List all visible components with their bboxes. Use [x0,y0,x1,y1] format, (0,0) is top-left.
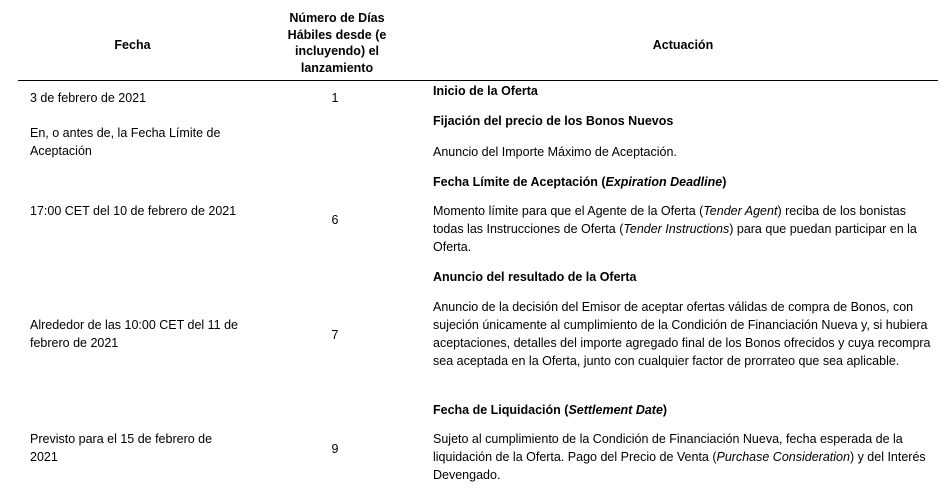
row-fecha: En, o antes de, la Fecha Límite de Aceptación [30,126,221,158]
row-body: Anuncio de la decisión del Emisor de aceptar ofertas válidas de compra de Bonos, con sujeción únicamente al cumplimiento de la Condición de Financiación Nueva y, si hubiera aceptaciones, detalles del importe agregado final de los Bonos ofrecidos y cuya recompra sea aceptada en la Oferta, junto con cualquier factor de prorrateo que sea aplicable. [433,300,931,368]
heading-text: ) [662,403,668,417]
row-body [433,202,938,256]
body-emphasis: Tender Instructions [623,222,730,236]
row-heading: Inicio de la Oferta [433,84,538,98]
body-text: ) para que puedan participar en la Oferta. [433,222,917,254]
column-header-actuacion: Actuación [652,38,714,52]
row-heading: Anuncio del resultado de la Oferta [433,270,637,284]
heading-text: ) [722,175,727,189]
column-header-dias: Número de Días Hábiles desde (e incluyendo) el lanzamiento [287,11,387,75]
heading-text: Fecha de Liquidación ( [433,403,569,417]
column-header-fecha: Fecha [114,38,151,52]
heading-emphasis: Settlement Date [568,403,663,417]
row-body: Anuncio del Importe Máximo de Aceptación. [433,145,677,159]
row-heading [433,401,938,419]
heading-emphasis: Expiration Deadline [605,175,723,189]
row-dias: 6 [331,213,339,227]
row-fecha: 3 de febrero de 2021 [30,91,147,105]
body-emphasis: Purchase Consideration [716,450,850,464]
row-heading: Fijación del precio de los Bonos Nuevos [433,114,674,128]
row-heading [433,173,938,191]
body-text: ) reciba de los bonistas todas las Instrucciones de Oferta ( [433,204,906,236]
row-dias: 7 [331,328,339,342]
row-dias: 1 [331,91,339,105]
body-text: Momento límite para que el Agente de la Oferta ( [433,204,704,218]
row-fecha: 17:00 CET del 10 de febrero de 2021 [30,204,237,218]
heading-text: Fecha Límite de Aceptación ( [433,175,606,189]
row-fecha: Alrededor de las 10:00 CET del 11 de febrero de 2021 [30,318,239,350]
row-fecha: Previsto para el 15 de febrero de 2021 [30,432,213,464]
body-text: ) y del Interés Devengado. [433,450,926,482]
row-dias: 9 [331,442,339,456]
header-divider [18,80,938,81]
row-body [433,430,938,484]
body-emphasis: Tender Agent [703,204,778,218]
body-text: Sujeto al cumplimiento de la Condición de Financiación Nueva, fecha esperada de la liquidación de la Oferta. Pago del Precio de Venta ( [433,432,903,464]
